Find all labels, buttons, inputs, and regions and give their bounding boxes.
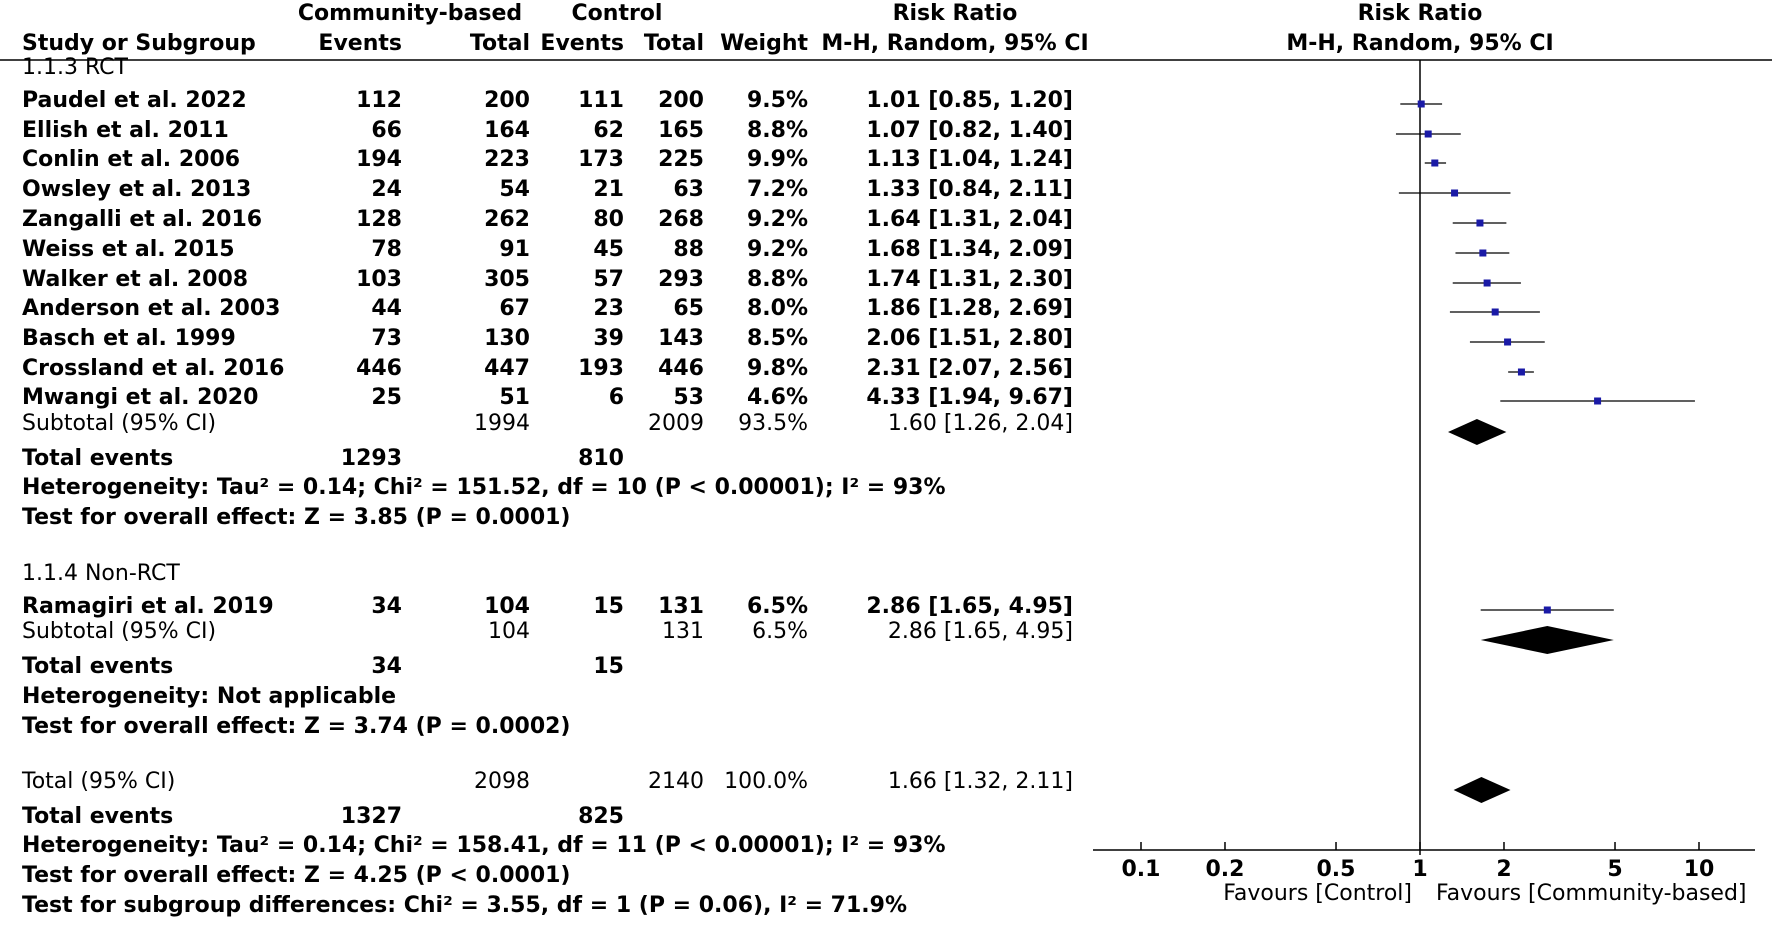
study-name: Owsley et al. 2013 <box>22 177 252 202</box>
x-tick-label: 0.1 <box>1121 857 1161 882</box>
study-name: Conlin et al. 2006 <box>22 147 241 172</box>
total-events-label: Total events <box>22 654 174 679</box>
subtotal-ci: 1.60 [1.26, 2.04] <box>887 411 1073 436</box>
study-total1: 91 <box>499 237 530 262</box>
study-events2: 62 <box>593 118 624 143</box>
study-ci: 1.01 [0.85, 1.20] <box>866 88 1073 113</box>
total-overall-effect-text: Test for overall effect: Z = 4.25 (P < 0.0001) <box>22 863 571 888</box>
study-weight: 8.8% <box>746 267 808 292</box>
header-total2: Total <box>643 31 704 56</box>
study-total1: 262 <box>484 207 530 232</box>
study-point <box>1425 131 1432 138</box>
study-ci: 4.33 [1.94, 9.67] <box>866 385 1073 410</box>
study-point <box>1431 160 1438 167</box>
study-events2: 111 <box>578 88 624 113</box>
study-point <box>1544 607 1551 614</box>
total-events2: 810 <box>578 446 624 471</box>
study-ci: 1.68 [1.34, 2.09] <box>866 237 1073 262</box>
study-point <box>1504 339 1511 346</box>
study-name: Crossland et al. 2016 <box>22 356 285 381</box>
study-total1: 447 <box>484 356 530 381</box>
study-ci: 1.86 [1.28, 2.69] <box>866 296 1073 321</box>
study-total2: 131 <box>658 594 704 619</box>
study-total1: 164 <box>484 118 530 143</box>
pooled-diamond <box>1481 626 1614 654</box>
study-point <box>1594 398 1601 405</box>
study-name: Zangalli et al. 2016 <box>22 207 263 232</box>
study-events1: 25 <box>371 385 402 410</box>
study-total2: 88 <box>673 237 704 262</box>
study-total1: 104 <box>484 594 530 619</box>
x-tick-label: 5 <box>1607 857 1623 882</box>
favours-community-label: Favours [Community-based] <box>1436 881 1747 906</box>
header-events2: Events <box>540 31 624 56</box>
study-ci: 2.06 [1.51, 2.80] <box>866 326 1073 351</box>
study-events2: 193 <box>578 356 624 381</box>
total-events1: 1293 <box>340 446 402 471</box>
total-heterogeneity-text: Heterogeneity: Tau² = 0.14; Chi² = 158.41, df = 11 (P < 0.00001); I² = 93% <box>22 833 946 858</box>
study-total1: 305 <box>484 267 530 292</box>
total-events-label: Total events <box>22 446 174 471</box>
study-name: Basch et al. 1999 <box>22 326 236 351</box>
header-events1: Events <box>318 31 402 56</box>
study-point <box>1476 220 1483 227</box>
total-events1: 34 <box>371 654 402 679</box>
study-events1: 24 <box>371 177 402 202</box>
study-point <box>1484 280 1491 287</box>
study-events2: 39 <box>593 326 624 351</box>
study-weight: 9.9% <box>746 147 808 172</box>
overall-effect-text: Test for overall effect: Z = 3.85 (P = 0.0001) <box>22 505 571 530</box>
overall-effect-text: Test for overall effect: Z = 3.74 (P = 0.0002) <box>22 714 571 739</box>
study-events2: 173 <box>578 147 624 172</box>
study-name: Mwangi et al. 2020 <box>22 385 259 410</box>
study-total2: 293 <box>658 267 704 292</box>
study-total2: 143 <box>658 326 704 351</box>
study-events1: 44 <box>371 296 402 321</box>
heterogeneity-text: Heterogeneity: Tau² = 0.14; Chi² = 151.52, df = 10 (P < 0.00001); I² = 93% <box>22 475 946 500</box>
total-events2: 15 <box>593 654 624 679</box>
study-total1: 67 <box>499 296 530 321</box>
total-total1: 2098 <box>474 769 530 794</box>
study-total1: 130 <box>484 326 530 351</box>
study-events2: 23 <box>593 296 624 321</box>
header-rr: Risk Ratio <box>892 1 1018 26</box>
study-point <box>1451 190 1458 197</box>
total-events-label: Total events <box>22 804 174 829</box>
study-weight: 9.5% <box>746 88 808 113</box>
study-ci: 1.33 [0.84, 2.11] <box>866 177 1073 202</box>
study-total2: 53 <box>673 385 704 410</box>
study-point <box>1518 369 1525 376</box>
study-weight: 7.2% <box>746 177 808 202</box>
study-total1: 223 <box>484 147 530 172</box>
study-name: Anderson et al. 2003 <box>22 296 281 321</box>
study-ci: 1.74 [1.31, 2.30] <box>866 267 1073 292</box>
study-events1: 66 <box>371 118 402 143</box>
subtotal-total1: 1994 <box>474 411 530 436</box>
study-events1: 34 <box>371 594 402 619</box>
study-events2: 21 <box>593 177 624 202</box>
study-ci: 2.86 [1.65, 4.95] <box>866 594 1073 619</box>
subgroup-differences-text: Test for subgroup differences: Chi² = 3.55, df = 1 (P = 0.06), I² = 71.9% <box>22 893 907 918</box>
study-total1: 200 <box>484 88 530 113</box>
study-events1: 112 <box>356 88 402 113</box>
study-weight: 8.8% <box>746 118 808 143</box>
study-total2: 165 <box>658 118 704 143</box>
study-total2: 65 <box>673 296 704 321</box>
study-events2: 45 <box>593 237 624 262</box>
study-events2: 6 <box>608 385 624 410</box>
study-total2: 446 <box>658 356 704 381</box>
study-weight: 9.2% <box>746 237 808 262</box>
study-name: Walker et al. 2008 <box>22 267 249 292</box>
study-ci: 1.13 [1.04, 1.24] <box>866 147 1073 172</box>
total-total2: 2140 <box>648 769 704 794</box>
header-study: Study or Subgroup <box>22 31 256 56</box>
study-events1: 128 <box>356 207 402 232</box>
total-events2: 825 <box>578 804 624 829</box>
total-weight: 100.0% <box>724 769 808 794</box>
study-name: Paudel et al. 2022 <box>22 88 247 113</box>
study-events1: 103 <box>356 267 402 292</box>
pooled-diamond <box>1454 777 1511 803</box>
study-weight: 6.5% <box>746 594 808 619</box>
subgroup-label-nonrct: 1.1.4 Non-RCT <box>22 561 180 586</box>
header-weight: Weight <box>720 31 808 56</box>
subtotal-label: Subtotal (95% CI) <box>22 411 217 436</box>
study-total2: 268 <box>658 207 704 232</box>
subtotal-total1: 104 <box>488 619 530 644</box>
study-events1: 446 <box>356 356 402 381</box>
study-total2: 63 <box>673 177 704 202</box>
header-method: M-H, Random, 95% CI <box>821 31 1089 56</box>
total-ci: 1.66 [1.32, 2.11] <box>887 769 1073 794</box>
study-name: Ramagiri et al. 2019 <box>22 594 274 619</box>
study-point <box>1418 101 1425 108</box>
study-events1: 78 <box>371 237 402 262</box>
study-weight: 4.6% <box>746 385 808 410</box>
study-events2: 15 <box>593 594 624 619</box>
study-total2: 225 <box>658 147 704 172</box>
study-weight: 9.2% <box>746 207 808 232</box>
study-events1: 73 <box>371 326 402 351</box>
study-events1: 194 <box>356 147 402 172</box>
x-tick-label: 0.5 <box>1316 857 1356 882</box>
study-total1: 51 <box>499 385 530 410</box>
study-total2: 200 <box>658 88 704 113</box>
study-total1: 54 <box>499 177 530 202</box>
study-ci: 1.64 [1.31, 2.04] <box>866 207 1073 232</box>
subtotal-label: Subtotal (95% CI) <box>22 619 217 644</box>
study-point <box>1479 250 1486 257</box>
study-name: Weiss et al. 2015 <box>22 237 235 262</box>
header-group1: Community-based <box>297 1 523 26</box>
plot-method: M-H, Random, 95% CI <box>1286 31 1554 56</box>
study-weight: 8.0% <box>746 296 808 321</box>
subtotal-ci: 2.86 [1.65, 4.95] <box>887 619 1073 644</box>
subtotal-weight: 6.5% <box>752 619 808 644</box>
subgroup-label-rct: 1.1.3 RCT <box>22 55 128 80</box>
favours-control-label: Favours [Control] <box>1223 881 1412 906</box>
study-weight: 8.5% <box>746 326 808 351</box>
header-total1: Total <box>469 31 530 56</box>
x-tick-label: 0.2 <box>1205 857 1245 882</box>
study-events2: 57 <box>593 267 624 292</box>
heterogeneity-text: Heterogeneity: Not applicable <box>22 684 397 709</box>
subtotal-total2: 131 <box>662 619 704 644</box>
study-point <box>1492 309 1499 316</box>
total-label: Total (95% CI) <box>22 769 176 794</box>
study-weight: 9.8% <box>746 356 808 381</box>
subtotal-total2: 2009 <box>648 411 704 436</box>
study-name: Ellish et al. 2011 <box>22 118 229 143</box>
total-events1: 1327 <box>340 804 402 829</box>
plot-title: Risk Ratio <box>1357 1 1483 26</box>
subtotal-weight: 93.5% <box>738 411 808 436</box>
pooled-diamond <box>1448 419 1506 445</box>
x-tick-label: 10 <box>1683 857 1715 882</box>
study-ci: 2.31 [2.07, 2.56] <box>866 356 1073 381</box>
header-group2: Control <box>571 1 663 26</box>
x-tick-label: 2 <box>1496 857 1512 882</box>
x-tick-label: 1 <box>1412 857 1428 882</box>
study-ci: 1.07 [0.82, 1.40] <box>866 118 1073 143</box>
study-events2: 80 <box>593 207 624 232</box>
